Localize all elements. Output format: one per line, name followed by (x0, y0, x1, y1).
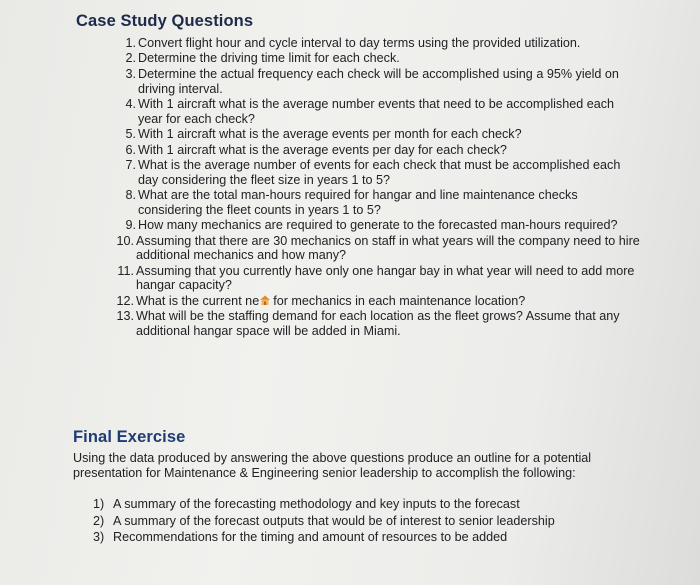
item-text: A summary of the forecast outputs that would be of interest to senior leadership (113, 513, 555, 528)
item-text: Determine the driving time limit for each check. (138, 51, 400, 66)
home-icon (259, 294, 271, 306)
item-text: Assuming that there are 30 mechanics on staff in what years will the company need to hire additional mechanics and how many? (136, 233, 640, 263)
list-item (100, 309, 640, 338)
item-number: 1) (93, 497, 105, 511)
item-number: 4. (125, 97, 136, 112)
item-number: 13. (116, 309, 134, 324)
list-item (100, 158, 640, 187)
item-number: 12. (116, 293, 134, 308)
list-item (100, 97, 640, 126)
item-number: 7. (125, 158, 136, 173)
item-number: 1. (125, 36, 136, 50)
final-exercise-intro: Using the data produced by answering the above questions produce an outline for a potential presentation for Maintenance & Engineering senior leadership to accomplish the following: (73, 451, 592, 480)
list-item (100, 294, 640, 309)
final-exercise-list (93, 496, 555, 546)
item-text: With 1 aircraft what is the average number events that need to be accomplished each year for each check? (138, 97, 615, 126)
item-text: Recommendations for the timing and amount of resources to be added (113, 530, 508, 544)
item-number: 2. (125, 51, 136, 66)
item-text: What are the total man-hours required for hangar and line maintenance checks considering the fleet counts in years 1 to 5? (138, 188, 578, 217)
item-number: 6. (125, 142, 136, 157)
final-exercise-title: Final Exercise (73, 428, 186, 446)
list-item (100, 218, 640, 233)
item-text: What will be the staffing demand for each location as the fleet grows? Assume that any additional hangar space will be added in Miami. (136, 309, 620, 338)
item-text: What is the average number of events for each check that must be accomplished each day considering the fleet size in years 1 to 5? (138, 158, 621, 187)
item-number: 8. (125, 188, 136, 203)
list-item (93, 496, 555, 513)
item-text: With 1 aircraft what is the average events per month for each check? (138, 127, 522, 142)
list-item (100, 67, 640, 96)
list-item (100, 143, 640, 158)
list-item (100, 264, 640, 293)
item-number: 5. (125, 127, 136, 142)
item-text: Assuming that you currently have only one hangar bay in what year will need to add more hangar capacity? (136, 263, 635, 293)
list-item (100, 36, 640, 51)
item-number: 3. (125, 66, 136, 81)
item-number: 9. (125, 218, 136, 233)
item-text: Convert flight hour and cycle interval to day terms using the provided utilization. (138, 36, 581, 50)
item-text: Determine the actual frequency each check will be accomplished using a 95% yield on driving interval. (138, 66, 619, 96)
item-text: How many mechanics are required to generate to the forecasted man-hours required? (138, 218, 618, 233)
item-number: 3) (93, 530, 105, 544)
list-item (100, 188, 640, 217)
list-item (100, 234, 640, 263)
item-text: With 1 aircraft what is the average events per day for each check? (138, 142, 507, 157)
questions-list (100, 36, 640, 339)
list-item (100, 127, 640, 142)
item-number: 11. (117, 263, 134, 278)
list-item (93, 529, 555, 546)
item-text: A summary of the forecasting methodology and key inputs to the forecast (113, 497, 520, 511)
item-number: 2) (93, 513, 105, 528)
list-item (100, 51, 640, 66)
case-study-title: Case Study Questions (76, 12, 254, 30)
item-text-before: What is the current ne (136, 293, 260, 308)
item-text-after: for mechanics in each maintenance location? (273, 293, 526, 308)
item-number: 10. (116, 233, 134, 248)
list-item (93, 513, 555, 530)
